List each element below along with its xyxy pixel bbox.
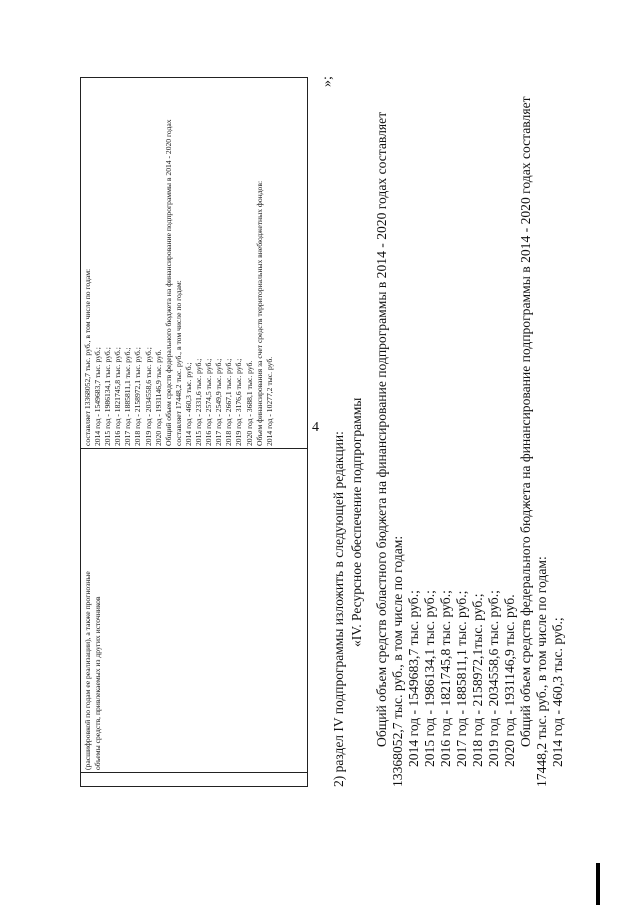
table-right-line: 2016 год - 2574,5 тыс. руб.;	[204, 358, 214, 446]
table-right-line: 2014 год - 1549683,7 тыс. руб.;	[93, 347, 103, 446]
regional-year-line: 2014 год - 1549683,7 тыс. руб.;	[406, 590, 421, 767]
table-right-line: 2019 год - 2034558,6 тыс. руб.;	[143, 347, 153, 446]
table-right-line: 2020 год - 3688,1 тыс. руб.	[244, 360, 254, 446]
regional-year-line: 2020 год - 1931146,9 тыс. руб.	[502, 594, 517, 767]
table-right-line: 2014 год - 10277,2 тыс. руб.	[264, 356, 274, 446]
table-right-line: 2017 год - 1885811,1 тыс. руб.;	[123, 347, 133, 446]
page-number: 4	[312, 420, 319, 435]
table-right-line: 2017 год - 2549,9 тыс. руб.;	[214, 358, 224, 446]
table-column-divider	[81, 448, 307, 449]
regional-year-line: 2016 год - 1821745,8 тыс. руб.;	[438, 590, 453, 767]
regional-year-line: 2015 год - 1986134,1 тыс. руб.;	[422, 590, 437, 767]
federal-budget-heading: Общий объем средств федерального бюджета на финансирование подпрограммы в 2014 - 2020 годах составляет	[518, 96, 533, 747]
table-right-line: составляет 17448,2 тыс. руб., в том числе по годам:	[173, 280, 183, 446]
table-right-line: 2020 год - 1931146,9 тыс. руб.	[153, 349, 163, 446]
closing-quote-mark: »;	[320, 76, 335, 87]
table-right-line: 2019 год - 3176,6 тыс. руб.;	[234, 358, 244, 446]
amendment-intro: 2) раздел IV подпрограммы изложить в следующей редакции:	[331, 431, 346, 787]
regional-year-line: 2017 год - 1885811,1 тыс. руб.;	[454, 590, 469, 767]
table-right-line: Общий объем средств федерального бюджета на финансирование подпрограммы в 2014 - 2020 годах	[163, 119, 173, 446]
table-lead-column	[81, 772, 307, 786]
table-right-line: 2014 год - 460,3 тыс. руб.;	[183, 362, 193, 446]
scan-margin-mark	[596, 863, 600, 905]
federal-year-line: 2014 год - 460,3 тыс. руб.;	[550, 617, 565, 767]
table-right-line: 2018 год - 2158972,1 тыс. руб.;	[133, 347, 143, 446]
resource-table	[80, 77, 308, 787]
regional-budget-total: 13368052,7 тыс. руб., в том числе по годам:	[390, 535, 405, 787]
table-left-line: (расшифровкой по годам ее реализации), а также прогнозные	[83, 571, 92, 770]
table-right-line: Объем финансирования за счет средств территориальных внебюджетных фондов:	[254, 180, 264, 446]
table-right-line: 2016 год - 1821745,8 тыс. руб.;	[113, 347, 123, 446]
resource-body-text	[374, 15, 566, 787]
federal-budget-total: 17448,2 тыс. руб., в том числе по годам:	[534, 556, 549, 787]
regional-budget-heading: Общий объем средств областного бюджета на финансирование подпрограммы в 2014 - 2020 годах составляет	[374, 111, 389, 747]
section-title: «IV. Ресурсное обеспечение подпрограммы	[349, 397, 364, 647]
table-left-cell	[83, 452, 103, 770]
table-right-line: 2018 год - 2667,1 тыс. руб.;	[224, 358, 234, 446]
table-left-line: объемы средств, привлекаемых из других источников	[93, 596, 102, 770]
table-right-line: 2015 год - 1986134,1 тыс. руб.;	[103, 347, 113, 446]
table-right-cell	[83, 82, 275, 446]
table-right-line: составляет 13368052,7 тыс. руб., в том числе по годам:	[83, 268, 92, 446]
regional-year-line: 2018 год - 2158972,1тыс. руб.;	[470, 593, 485, 767]
regional-year-line: 2019 год - 2034558,6 тыс. руб.;	[486, 590, 501, 767]
table-right-line: 2015 год - 2331,6 тыс. руб.;	[194, 358, 204, 446]
